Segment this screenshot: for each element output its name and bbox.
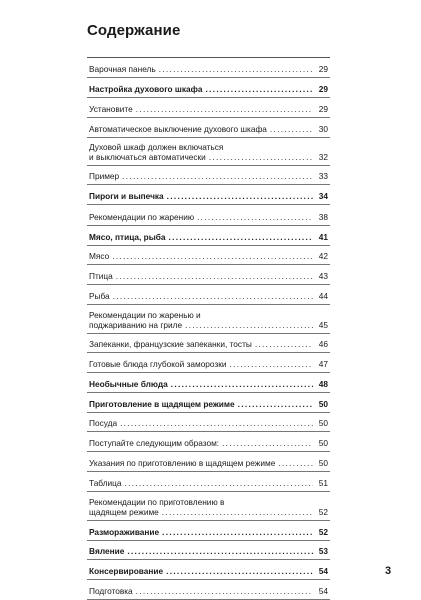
dot-leader [113,291,313,301]
toc-entry-line: Птица [89,271,113,281]
toc-entry-title [89,291,313,301]
toc-entry-page: 38 [318,212,328,222]
toc-entry-line: Вяление [89,546,125,556]
toc-entry[interactable] [87,118,330,138]
toc-entry-line: Настройка духового шкафа [89,84,203,94]
dot-leader [116,271,313,281]
toc-entry-line: Размораживание [89,527,160,537]
toc-entry-page: 41 [318,232,328,242]
toc-entry-title [89,271,313,281]
toc-entry-title [89,399,313,409]
toc-entry-line: Пример [89,171,120,181]
dot-leader [112,251,313,261]
dot-leader [127,546,313,556]
toc-entry-title [89,379,313,389]
dot-leader [125,478,313,488]
dot-leader [162,507,313,517]
toc-entry-line: Необычные блюда [89,379,168,389]
toc-entry[interactable] [87,560,330,580]
toc-entry-title [89,251,313,261]
toc-entry[interactable] [87,413,330,432]
toc-entry-title [89,84,313,94]
dot-leader [278,458,313,468]
dot-leader [270,124,313,134]
toc-entry-page: 52 [318,507,328,517]
toc-entry[interactable] [87,285,330,305]
toc-entry[interactable] [87,432,330,452]
toc-entry-title [89,497,313,517]
dot-leader [209,152,313,162]
dot-leader [159,64,313,74]
toc-entry-title [89,359,313,369]
toc-entry-title [89,232,313,242]
dot-leader [166,566,313,576]
toc-entry-line: Приготовление в щадящем режиме [89,399,235,409]
toc-entry[interactable] [87,185,330,205]
toc-entry-page: 44 [318,291,328,301]
toc-entry[interactable] [87,98,330,118]
toc-entry-title [89,566,313,576]
toc-entry-page: 30 [318,124,328,134]
toc-entry[interactable] [87,226,330,246]
toc-entry-line: Установите [89,104,133,114]
toc-entry[interactable] [87,521,330,541]
table-of-contents [87,57,330,600]
dot-leader [238,399,313,409]
toc-entry-page: 54 [318,586,328,596]
toc-entry-page: 32 [318,152,328,162]
toc-entry-line: Рекомендации по жарению [89,212,195,222]
toc-entry-line: Поступайте следующим образом: [89,438,220,448]
toc-entry-line: Мясо, птица, рыба [89,232,166,242]
toc-entry-line: Рыба [89,291,110,301]
dot-leader [171,379,313,389]
toc-entry-title [89,527,313,537]
toc-entry-title [89,64,313,74]
toc-entry-title [89,212,313,222]
toc-entry-line: Варочная панель [89,64,156,74]
dot-leader [120,418,313,428]
toc-entry-title [89,418,313,428]
toc-entry[interactable] [87,472,330,492]
toc-entry-line: и выключаться автоматически [89,152,206,162]
dot-leader [206,84,314,94]
dot-leader [136,104,313,114]
dot-leader [122,171,313,181]
toc-entry-page: 29 [318,104,328,114]
toc-entry[interactable] [87,138,330,166]
toc-entry[interactable] [87,305,330,334]
toc-entry-line: Рекомендации по приготовлению в [89,497,225,507]
toc-entry-page: 54 [318,566,328,576]
dot-leader [167,191,313,201]
toc-entry-line: Консервирование [89,566,164,576]
toc-entry-line: Таблица [89,478,122,488]
toc-entry-page: 53 [318,546,328,556]
toc-entry-page: 33 [318,171,328,181]
toc-entry[interactable] [87,334,330,353]
toc-entry[interactable] [87,541,330,560]
toc-entry-page: 50 [318,399,328,409]
toc-entry-title [89,339,313,349]
toc-entry-line: Рекомендации по жаренью и [89,310,201,320]
toc-entry-line: Автоматическое выключение духового шкафа [89,124,267,134]
toc-entry-title [89,142,313,162]
toc-entry[interactable] [87,265,330,285]
toc-entry-line: щадящем режиме [89,507,159,517]
toc-entry-page: 46 [318,339,328,349]
toc-entry-title [89,171,313,181]
toc-entry[interactable] [87,205,330,226]
page-title: Содержание [87,22,181,39]
toc-entry-page: 50 [318,418,328,428]
toc-entry[interactable] [87,353,330,373]
dot-leader [169,232,313,242]
toc-entry-line: Указания по приготовлению в щадящем режиме [89,458,276,468]
toc-entry[interactable] [87,452,330,472]
dot-leader [185,320,313,330]
toc-entry-title [89,546,313,556]
dot-leader [255,339,313,349]
toc-entry[interactable] [87,246,330,265]
toc-entry-page: 43 [318,271,328,281]
toc-entry-page: 29 [318,84,328,94]
toc-entry[interactable] [87,580,330,600]
toc-entry-page: 29 [318,64,328,74]
toc-entry-page: 34 [318,191,328,201]
toc-entry-page: 51 [318,478,328,488]
dot-leader [222,438,313,448]
toc-entry-title [89,458,313,468]
toc-entry-page: 42 [318,251,328,261]
toc-entry-title [89,310,313,330]
toc-entry-line: Духовой шкаф должен включаться [89,142,224,152]
toc-entry-line: Посуда [89,418,118,428]
dot-leader [230,359,313,369]
toc-entry[interactable] [87,58,330,78]
toc-entry[interactable] [87,393,330,413]
dot-leader [162,527,313,537]
toc-entry[interactable] [87,78,330,98]
toc-entry-title [89,104,313,114]
toc-entry-line: Готовые блюда глубокой заморозки [89,359,227,369]
dot-leader [197,212,313,222]
toc-entry-line: Пироги и выпечка [89,191,164,201]
toc-entry[interactable] [87,492,330,521]
toc-entry-title [89,124,313,134]
toc-entry-line: Мясо [89,251,110,261]
toc-entry-title [89,478,313,488]
toc-entry[interactable] [87,373,330,393]
toc-entry-title [89,438,313,448]
toc-entry-page: 52 [318,527,328,537]
toc-entry-line: Подготовка [89,586,133,596]
toc-entry-page: 50 [318,458,328,468]
toc-entry-line: Запеканки, французские запеканки, тосты [89,339,252,349]
toc-entry-page: 48 [318,379,328,389]
toc-entry-page: 45 [318,320,328,330]
toc-entry[interactable] [87,166,330,185]
toc-entry-line: поджариванию на гриле [89,320,183,330]
toc-entry-page: 50 [318,438,328,448]
toc-entry-title [89,191,313,201]
page-number: 3 [385,565,392,577]
toc-entry-page: 47 [318,359,328,369]
